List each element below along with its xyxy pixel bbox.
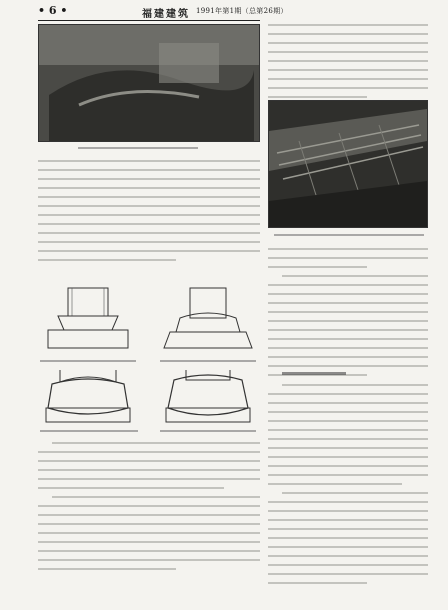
figure-caption-placeholder [40, 430, 138, 432]
body-paragraph-5 [268, 384, 428, 591]
body-paragraph-2 [38, 442, 260, 577]
column-base-drawing [38, 286, 138, 356]
running-header [38, 4, 422, 20]
photo-figure-19 [268, 100, 428, 228]
column-base-drawing [156, 286, 260, 356]
body-paragraph-4 [268, 248, 428, 383]
drawing-figure-15 [38, 286, 138, 356]
journal-name: 福建建筑 [142, 9, 190, 20]
body-paragraph-3 [268, 24, 428, 105]
body-paragraph-1 [38, 160, 260, 268]
photo-image [39, 25, 259, 141]
photo-image [269, 101, 427, 227]
section-heading-placeholder [282, 372, 346, 375]
figure-caption-placeholder [160, 430, 256, 432]
drawing-figure-16 [156, 286, 260, 356]
figure-caption-placeholder [160, 360, 256, 362]
header-rule [38, 20, 260, 21]
drawing-figure-18 [156, 368, 260, 426]
page-number: • 6 • [38, 4, 68, 17]
photo-figure-14 [38, 24, 260, 142]
drawing-figure-17 [38, 368, 138, 426]
issue-info: 1991年第1期（总第26期） [196, 7, 288, 15]
column-base-drawing [38, 368, 138, 426]
figure-caption-placeholder [274, 234, 424, 236]
column-base-drawing [156, 368, 260, 426]
figure-caption-placeholder [40, 360, 136, 362]
figure-caption-placeholder [78, 147, 198, 149]
